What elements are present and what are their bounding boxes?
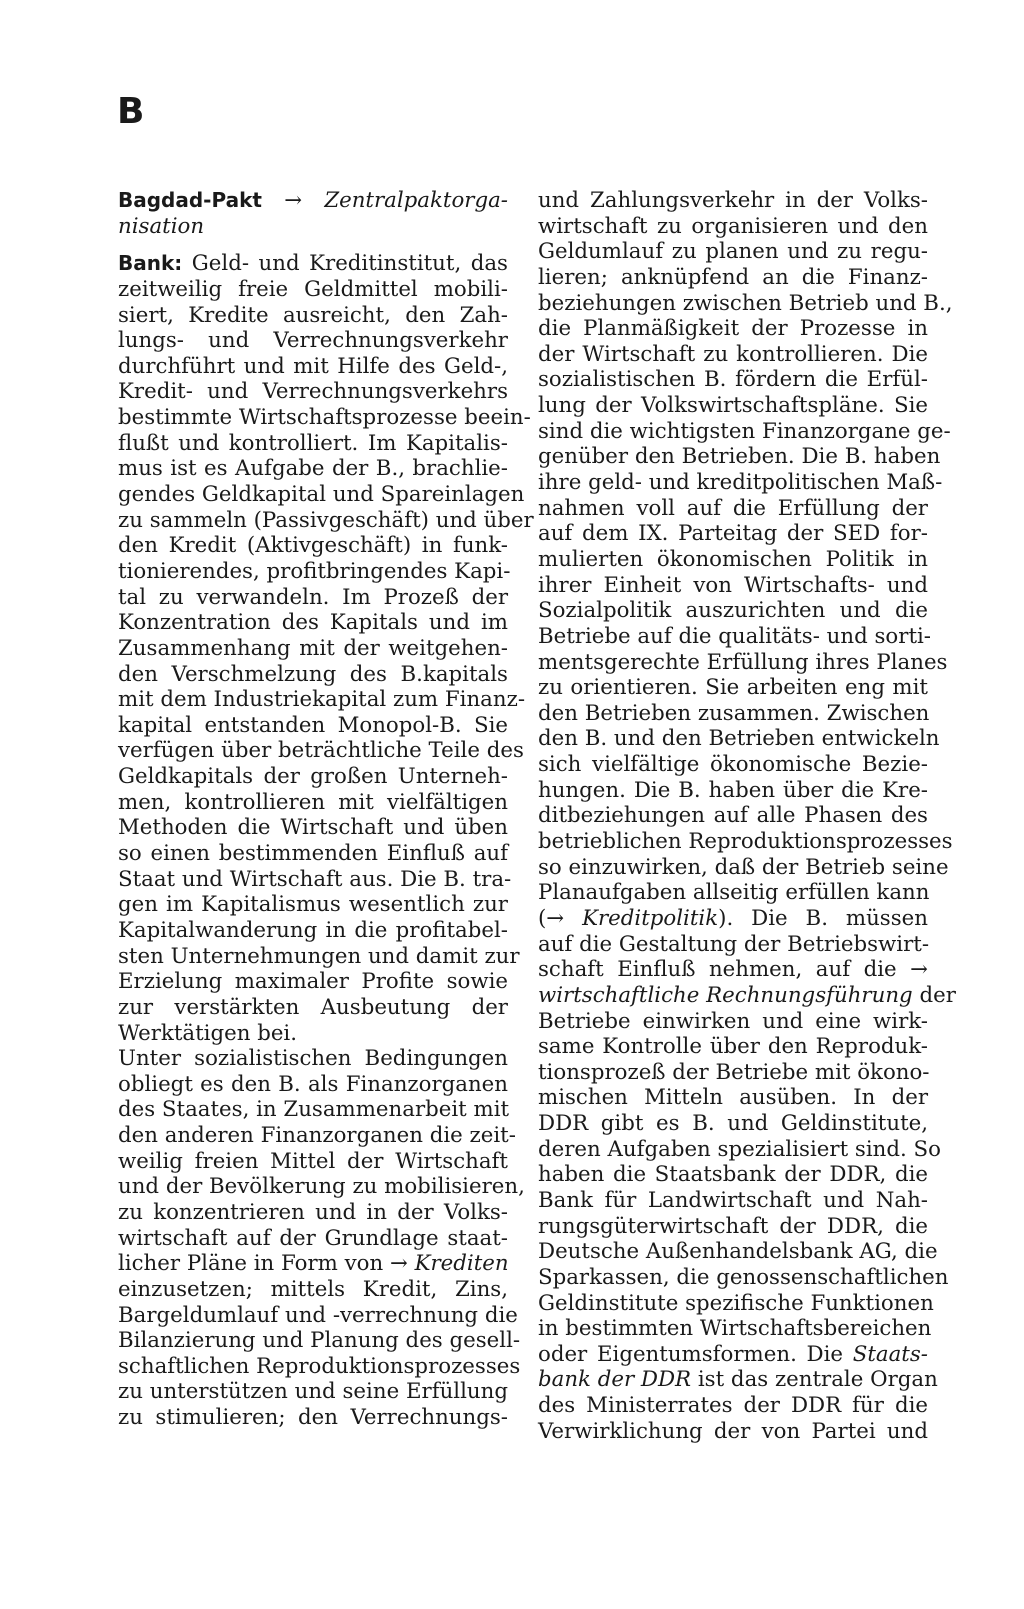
text-line [118, 1072, 508, 1098]
text-run: mulierten ökonomischen Politik in [538, 546, 928, 572]
text-line [538, 1188, 928, 1214]
text-line [538, 188, 928, 214]
text-run: des Staates, in Zusammenarbeit mit [118, 1097, 510, 1123]
text-line [118, 456, 508, 482]
text-line [118, 892, 508, 918]
text-line [538, 649, 948, 676]
text-run: sozialistischen B. fördern die Erfül- [538, 367, 928, 393]
text-run: sten Unternehmungen und damit zur [118, 943, 520, 969]
text-run: sind die wichtigsten Finanzorgane ge- [538, 418, 951, 444]
text-run: auf die Gestaltung der Betriebswirt- [538, 931, 930, 957]
text-line [118, 1200, 508, 1226]
text-line [118, 636, 508, 662]
text-run: (→ [538, 905, 583, 931]
text-run: Betriebe einwirken und eine wirk- [538, 1008, 928, 1034]
text-line [538, 573, 928, 599]
text-line [538, 444, 941, 470]
text-run: men, kontrollieren mit vielfältigen [118, 789, 508, 815]
text-line [118, 1328, 521, 1354]
text-run: zu stimulieren; den Verrechnungs- [118, 1405, 508, 1431]
text-run: Unter sozialistischen Bedingungen [118, 1046, 508, 1072]
text-run: sich vielfältige ökonomische Bezie- [538, 752, 928, 778]
text-line [118, 815, 508, 841]
right-text-column [538, 188, 956, 1444]
left-text-column [118, 188, 534, 1431]
text-run: siert, Kredite ausreicht, den Zah- [118, 302, 508, 328]
text-run: Erzielung maximaler Profite sowie [118, 969, 508, 995]
text-line [538, 957, 928, 983]
text-run: zur verstärkten Ausbeutung der [118, 994, 508, 1020]
text-run: licher Pläne in Form von → [118, 1251, 415, 1277]
text-line [538, 316, 928, 342]
text-run: ). Die B. müssen [718, 905, 928, 931]
text-run: Verwirklichung der von Partei und [538, 1418, 928, 1444]
text-line [118, 214, 508, 240]
text-line [538, 726, 940, 752]
text-run: beziehungen zwischen Betrieb und B., [538, 290, 953, 316]
text-line [538, 367, 928, 393]
text-line [538, 1214, 928, 1240]
text-run: → [261, 188, 325, 213]
text-line [538, 1060, 928, 1086]
text-run: Staat und Wirtschaft aus. Die B. tra- [118, 866, 512, 892]
text-line [538, 1264, 949, 1291]
text-line [118, 585, 508, 611]
text-line [118, 482, 525, 508]
text-line [118, 610, 508, 636]
cross-reference: wirtschaftliche Rechnungsführung [538, 982, 913, 1008]
text-line [118, 1353, 521, 1380]
text-run: schaftlichen Reproduktionsprozesses [118, 1353, 521, 1379]
entry-headword: Bank: [118, 251, 183, 276]
entry-spacer [118, 239, 508, 251]
text-run: rungsgüterwirtschaft der DDR, die [538, 1213, 928, 1239]
text-line [118, 328, 508, 354]
text-line [118, 918, 508, 944]
text-line [118, 431, 508, 457]
text-run: Zusammenhang mit der weitgehen- [118, 635, 508, 661]
text-run: verfügen über beträchtliche Teile des [118, 738, 524, 764]
text-line [538, 1419, 928, 1445]
text-run: gen im Kapitalismus wesentlich zur [118, 892, 508, 918]
text-run: so einzuwirken, daß der Betrieb seine [538, 854, 949, 880]
text-line [118, 943, 520, 970]
text-run: nahmen voll auf die Erfüllung der [538, 495, 928, 521]
text-line [118, 995, 508, 1021]
text-run: ihre geld- und kreditpolitischen Maß- [538, 470, 943, 496]
text-run: mentsgerechte Erfüllung ihres Planes [538, 649, 948, 675]
text-run: same Kontrolle über den Reproduk- [538, 1034, 928, 1060]
text-run: zu sammeln (Passivgeschäft) und über [118, 507, 534, 533]
text-line [118, 738, 524, 764]
text-line [538, 880, 928, 906]
text-run: Konzentration des Kapitals und im [118, 610, 508, 636]
text-run: ihrer Einheit von Wirtschafts- und [538, 572, 928, 598]
text-line [538, 701, 928, 727]
text-line [118, 1149, 508, 1175]
text-run: haben die Staatsbank der DDR, die [538, 1162, 928, 1188]
text-line [538, 598, 928, 624]
text-line [538, 854, 949, 881]
text-run: Bargeldumlauf und -verrechnung die [118, 1302, 518, 1328]
text-line [538, 1034, 928, 1060]
text-line [538, 1316, 932, 1342]
text-line [118, 841, 508, 867]
text-line [538, 1162, 928, 1188]
text-line [538, 1085, 928, 1111]
text-run: wirtschaft auf der Grundlage staat- [118, 1225, 508, 1251]
text-run: deren Aufgaben spezialisiert sind. So [538, 1136, 941, 1162]
text-run: den B. und den Betrieben entwickeln [538, 726, 940, 752]
text-line [538, 214, 928, 240]
text-line [118, 1405, 508, 1431]
text-run: zu orientieren. Sie arbeiten eng mit [538, 675, 928, 701]
text-line [538, 623, 932, 650]
text-line [118, 533, 508, 559]
text-line [118, 1046, 508, 1072]
text-line [118, 1251, 508, 1277]
text-line [538, 803, 928, 829]
cross-reference: Zentralpaktorga- [324, 188, 508, 213]
text-line [118, 188, 508, 214]
text-run: kapital entstanden Monopol-B. Sie [118, 712, 508, 738]
text-line [118, 1302, 518, 1329]
text-run: Betriebe auf die qualitäts- und sorti- [538, 623, 932, 649]
text-run: zeitweilig freie Geldmittel mobili- [118, 276, 508, 302]
text-line [118, 303, 508, 329]
text-line [538, 1111, 928, 1137]
text-line [538, 1136, 941, 1163]
text-line [118, 1379, 508, 1405]
text-line [118, 507, 534, 534]
text-line [538, 393, 928, 419]
text-run: gendes Geldkapital und Spareinlagen [118, 482, 525, 508]
text-line [538, 521, 928, 547]
text-run: Geld- und Kreditinstitut, das [182, 251, 508, 277]
text-line [538, 932, 928, 958]
text-run: zu unterstützen und seine Erfüllung [118, 1379, 508, 1405]
text-line [118, 1174, 525, 1200]
cross-reference: Kreditpolitik [582, 905, 719, 931]
text-line [538, 1009, 928, 1035]
text-run: Geldinstitute spezifische Funktionen [538, 1290, 934, 1316]
text-run: ist das zentrale Organ [691, 1367, 938, 1393]
text-line [538, 496, 928, 522]
text-line [538, 906, 928, 932]
text-line [538, 470, 943, 496]
text-line [118, 969, 508, 995]
text-line [118, 379, 508, 405]
text-run: so einen bestimmenden Einfluß auf [118, 841, 508, 867]
text-line [538, 1239, 938, 1265]
text-run: Bank für Landwirtschaft und Nah- [538, 1187, 928, 1213]
text-line [538, 752, 928, 778]
text-line [118, 1226, 508, 1252]
text-line [118, 354, 508, 380]
text-run: Geldkapitals der großen Unterneh- [118, 764, 508, 790]
text-line [118, 277, 508, 303]
text-line [118, 687, 526, 713]
text-line [538, 547, 928, 573]
text-run: den anderen Finanzorganen die zeit- [118, 1123, 516, 1149]
text-run: der Wirtschaft zu kontrollieren. Die [538, 341, 928, 367]
text-line [538, 342, 928, 368]
text-run: mus ist es Aufgabe der B., brachlie- [118, 456, 508, 482]
text-line [118, 713, 508, 739]
text-run: Bilanzierung und Planung des gesell- [118, 1328, 521, 1354]
text-run: hungen. Die B. haben über die Kre- [538, 777, 928, 803]
text-run: die Planmäßigkeit der Prozesse in [538, 316, 928, 342]
cross-reference: bank der DDR [538, 1367, 692, 1393]
text-run: Deutsche Außenhandelsbank AG, die [538, 1239, 938, 1265]
text-line [118, 1097, 508, 1123]
text-line [538, 290, 953, 317]
text-run: den Betrieben zusammen. Zwischen [538, 700, 930, 726]
section-letter: B [117, 91, 145, 132]
text-line [118, 790, 508, 816]
text-run: und der Bevölkerung zu mobilisieren, [118, 1174, 525, 1200]
text-line [118, 1277, 508, 1303]
text-line [538, 1342, 928, 1368]
text-line [538, 418, 951, 445]
text-run: betrieblichen Reproduktionsprozesses [538, 829, 953, 855]
entry-headword: Bagdad-Pakt [118, 188, 262, 212]
text-line [118, 1021, 508, 1047]
text-run: Methoden die Wirtschaft und üben [118, 815, 508, 841]
text-run: Kredit- und Verrechnungsverkehrs [118, 379, 508, 405]
text-run: in bestimmten Wirtschaftsbereichen [538, 1316, 932, 1342]
text-run: ditbeziehungen auf alle Phasen des [538, 803, 928, 829]
text-run: DDR gibt es B. und Geldinstitute, [538, 1111, 928, 1137]
text-line [118, 251, 508, 277]
text-line [538, 265, 928, 291]
text-run: tal zu verwandeln. Im Prozeß der [118, 584, 508, 610]
text-run: mit dem Industriekapital zum Finanz- [118, 687, 526, 713]
text-run: auf dem IX. Parteitag der SED for- [538, 521, 928, 547]
text-run: tionsprozeß der Betriebe mit ökono- [538, 1059, 930, 1085]
text-run: des Ministerrates der DDR für die [538, 1393, 928, 1419]
text-run: und Zahlungsverkehr in der Volks- [538, 188, 928, 213]
text-line [118, 866, 512, 893]
cross-reference: Krediten [414, 1251, 509, 1277]
text-run: Sozialpolitik auszurichten und die [538, 598, 928, 624]
text-line [118, 405, 531, 431]
text-run: durchführt und mit Hilfe des Geld-, [118, 353, 508, 379]
cross-reference: nisation [118, 213, 205, 239]
text-run: Kapitalwanderung in die profitabel- [118, 917, 508, 943]
text-run: genüber den Betrieben. Die B. haben [538, 444, 941, 470]
text-run: lungs- und Verrechnungsverkehr [118, 328, 508, 354]
text-run: lung der Volkswirtschaftspläne. Sie [538, 393, 928, 419]
text-line [538, 1393, 928, 1419]
text-run: flußt und kontrolliert. Im Kapitalis- [118, 430, 508, 456]
text-run: obliegt es den B. als Finanzorganen [118, 1071, 508, 1097]
text-run: Geldumlauf zu planen und zu regu- [538, 239, 928, 265]
text-line [118, 558, 511, 585]
text-run: einzusetzen; mittels Kredit, Zins, [118, 1276, 508, 1302]
text-line [538, 1367, 938, 1393]
text-run: den Kredit (Aktivgeschäft) in funk- [118, 533, 508, 559]
text-run: tionierendes, profitbringendes Kapi- [118, 558, 511, 584]
text-run: lieren; anknüpfend an die Finanz- [538, 264, 928, 290]
text-run: zu konzentrieren und in der Volks- [118, 1199, 508, 1225]
text-line [118, 764, 508, 790]
text-line [538, 829, 953, 855]
text-line [118, 1123, 516, 1149]
text-run: bestimmte Wirtschaftsprozesse beein- [118, 405, 531, 431]
cross-reference: Staats- [852, 1341, 928, 1367]
text-line [538, 1290, 934, 1317]
text-line [118, 662, 508, 688]
text-run: der [912, 982, 956, 1008]
text-line [538, 982, 956, 1009]
text-run: schaft Einfluß nehmen, auf die → [538, 957, 928, 983]
text-run: mischen Mitteln ausüben. In der [538, 1085, 928, 1111]
text-run: weilig freien Mittel der Wirtschaft [118, 1148, 508, 1174]
text-line [538, 675, 928, 701]
text-run: wirtschaft zu organisieren und den [538, 213, 928, 239]
text-run: oder Eigentumsformen. Die [538, 1341, 853, 1367]
text-run: den Verschmelzung des B.kapitals [118, 661, 508, 687]
text-line [538, 778, 928, 804]
text-run: Werktätigen bei. [118, 1020, 298, 1046]
text-run: Sparkassen, die genossenschaftlichen [538, 1264, 949, 1290]
text-line [538, 239, 928, 265]
text-run: Planaufgaben allseitig erfüllen kann [538, 880, 930, 906]
